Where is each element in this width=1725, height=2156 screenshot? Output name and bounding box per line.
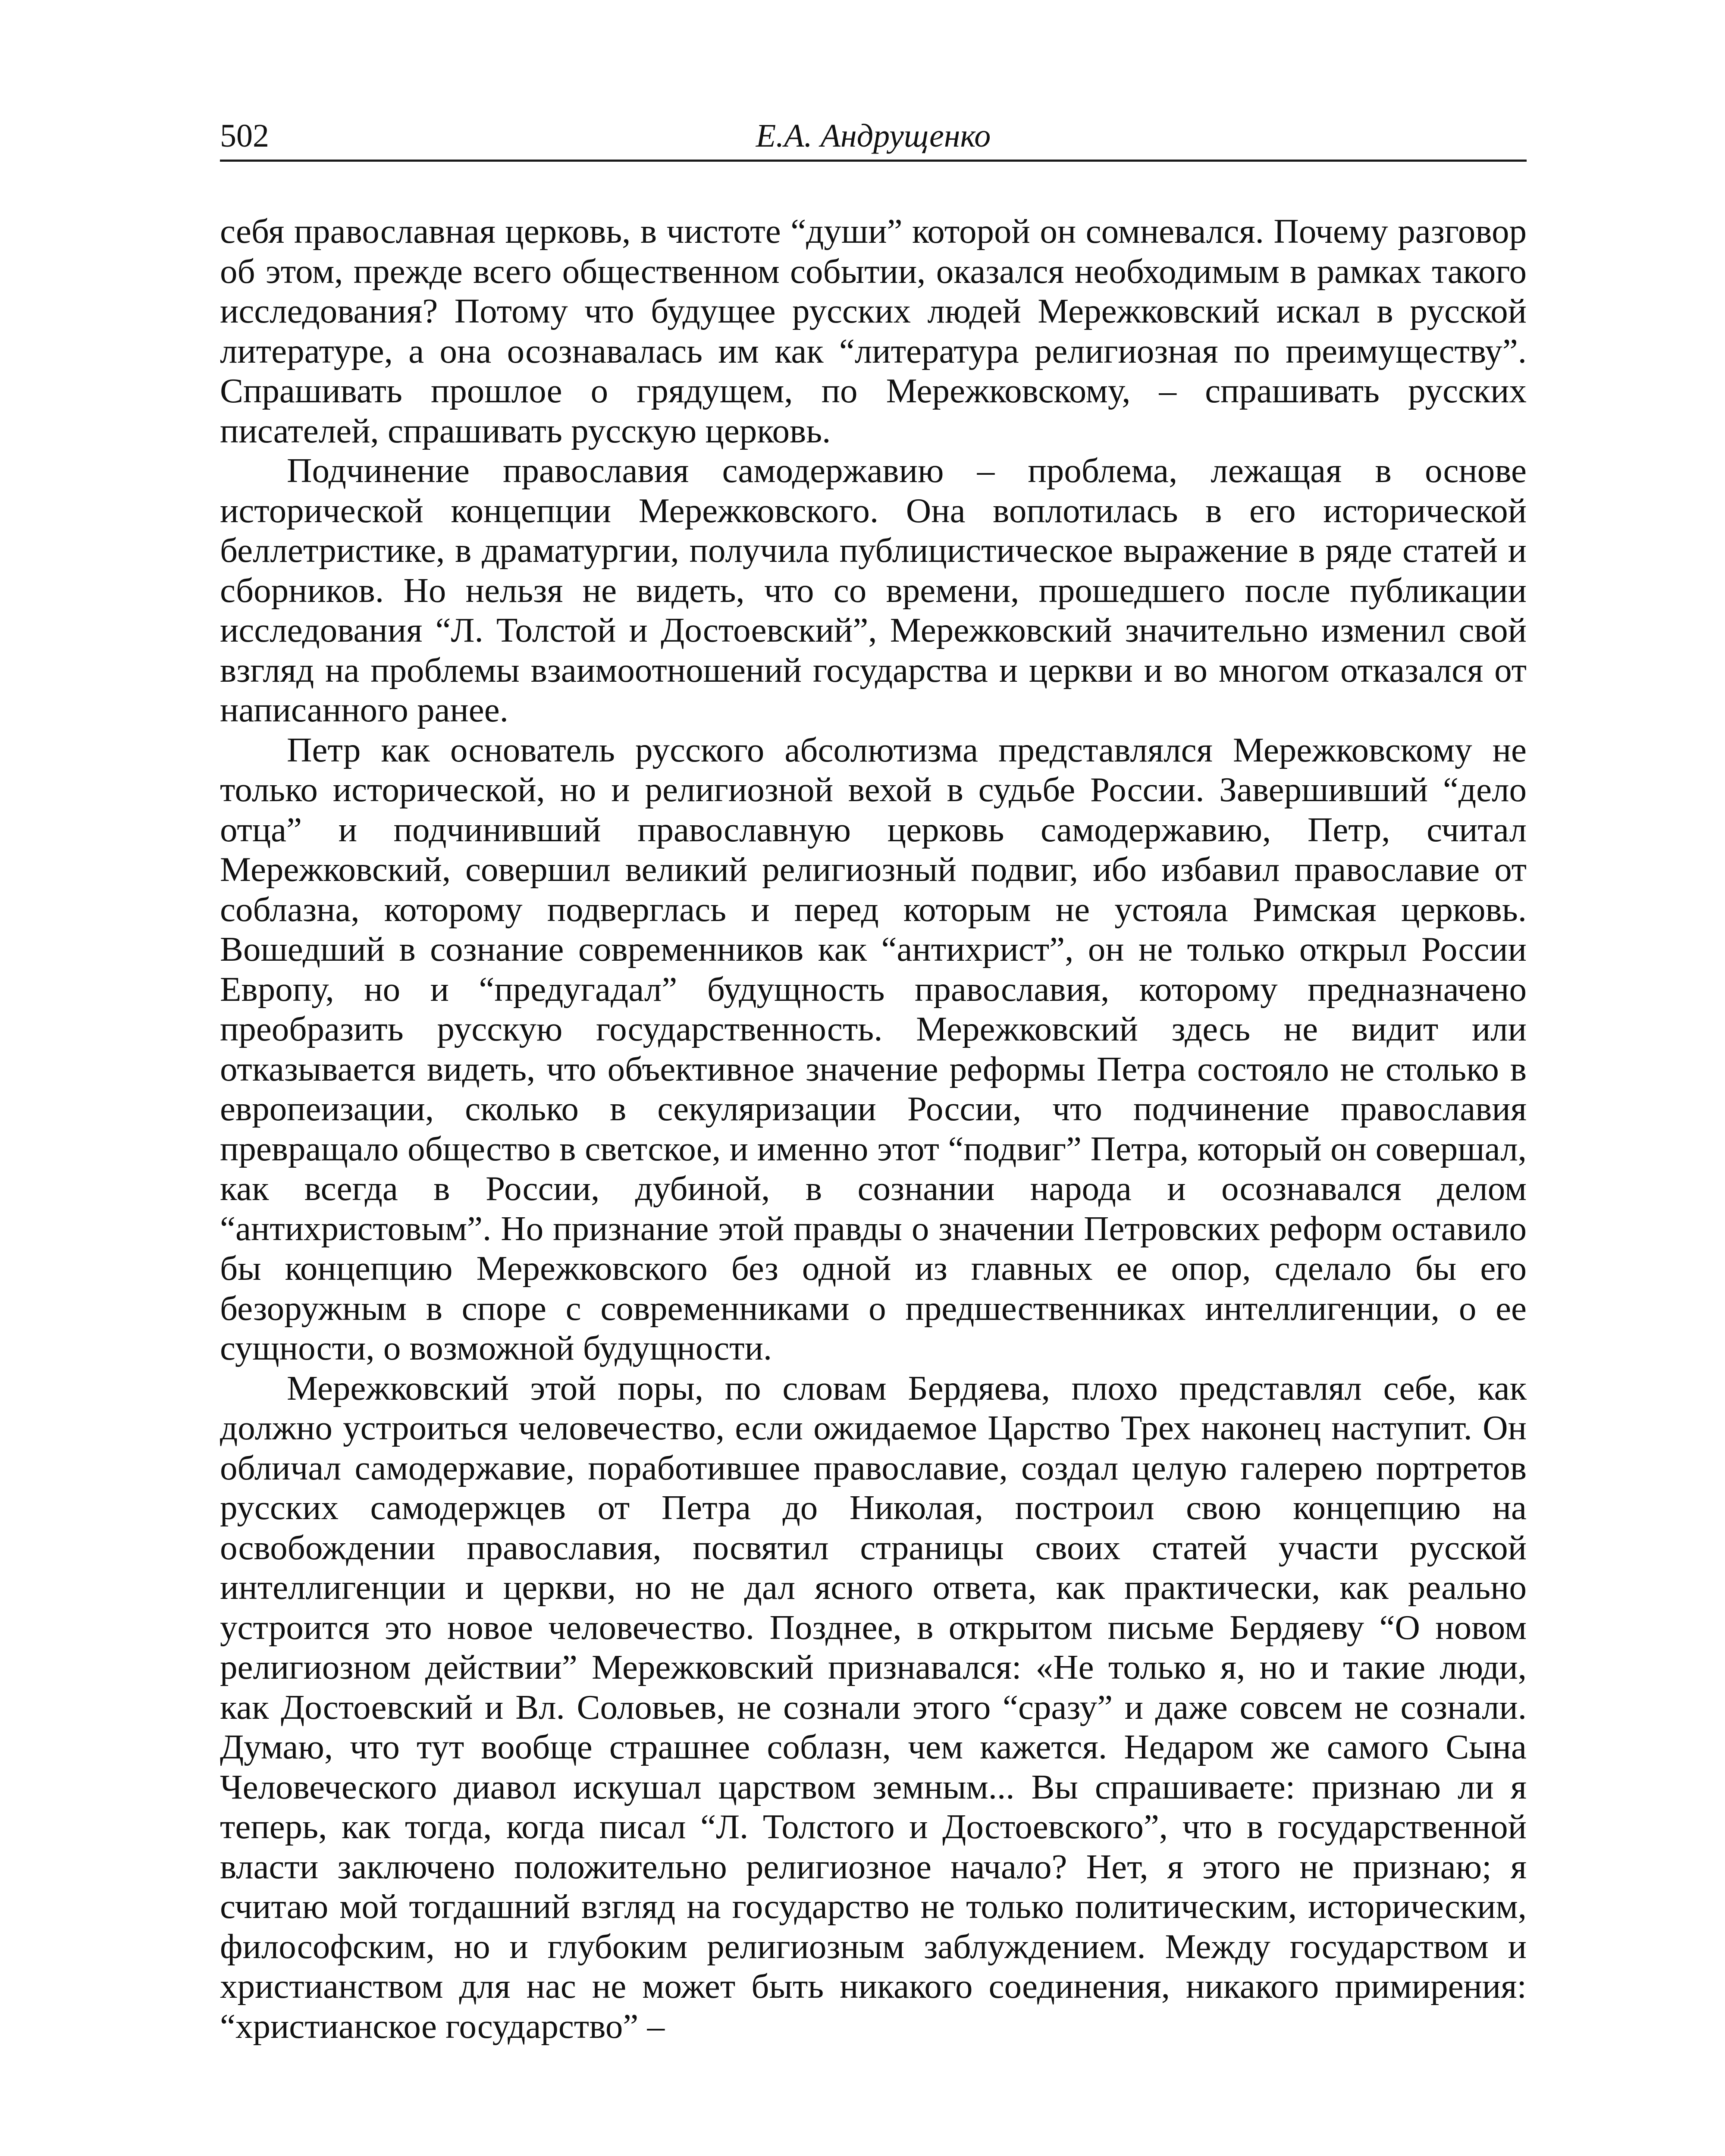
- paragraph-continued: себя православная церковь, в чистоте “души” которой он сомневался. Почему разговор об этом, прежде всего общественном событии, оказался необходимым в рамках такого исследования? Потому что будущее русских людей Мережковский искал в русской литературе, а она осознавалась им как “литература религиозная по преимуществу”. Спрашивать прошлое о грядущем, по Мережковскому, – спрашивать русских писателей, спрашивать русскую церковь.: [220, 212, 1527, 450]
- running-header: [220, 103, 1527, 162]
- page-number: 502: [220, 118, 269, 154]
- paragraph: Петр как основатель русского абсолютизма представлялся Мережковскому не только исторической, но и религиозной вехой в судьбе России. Завершивший “дело отца” и подчинивший православную церковь самодержавию, Петр, считал Мережковский, совершил великий религиозный подвиг, ибо избавил православие от соблазна, которому подверглась и перед которым не устояла Римская церковь. Вошедший в сознание современников как “антихрист”, он не только открыл России Европу, но и “предугадал” будущность православия, которому предназначено преобразить русскую государственность. Мережковский здесь не видит или отказывается видеть, что объективное значение реформы Петра состояло не столько в европеизации, сколько в секуляризации России, что подчинение православия превращало общество в светское, и именно этот “подвиг” Петра, который он совершал, как всегда в России, дубиной, в сознании народа и осознавался делом “антихристовым”. Но признание этой правды о значении Петровских реформ оставило бы концепцию Мережковского без одной из главных ее опор, сделало бы его безоружным в споре с современниками о предшественниках интеллигенции, о ее сущности, о возможной будущности.: [220, 730, 1527, 1367]
- paragraph: Подчинение православия самодержавию – проблема, лежащая в основе исторической концепции Мережковского. Она воплотилась в его исторической беллетристике, в драматургии, получила публицистическое выражение в ряде статей и сборников. Но нельзя не видеть, что со времени, прошедшего после публикации исследования “Л. Толстой и Достоевский”, Мережковский значительно изменил свой взгляд на проблемы взаимоотношений государства и церкви и во многом отказался от написанного ранее.: [220, 451, 1527, 729]
- body-text: [220, 211, 1527, 2046]
- paragraph: Мережковский этой поры, по словам Бердяева, плохо представлял себе, как должно устроиться человечество, если ожидаемое Царство Трех наконец наступит. Он обличал самодержавие, поработившее православие, создал целую галерею портретов русских самодержцев от Петра до Николая, построил свою концепцию на освобождении православия, посвятил страницы своих статей участи русской интеллигенции и церкви, но не дал ясного ответа, как практически, как реально устроится это новое человечество. Позднее, в открытом письме Бердяеву “О новом религиозном действии” Мережковский признавался: «Не только я, но и такие люди, как Достоевский и Вл. Соловьев, не сознали этого “сразу” и даже совсем не сознали. Думаю, что тут вообще страшнее соблазн, чем кажется. Недаром же самого Сына Человеческого диавол искушал царством земным... Вы спрашиваете: признаю ли я теперь, как тогда, когда писал “Л. Толстого и Достоевского”, что в государственной власти заключено положительно религиозное начало? Нет, я этого не признаю; я считаю мой тогдашний взгляд на государство не только политическим, историческим, философским, но и глубоким религиозным заблуждением. Между государством и христианством для нас не может быть никакого соединения, никакого примирения: “христианское государство” –: [220, 1368, 1527, 2046]
- running-title: Е.А. Андрущенко: [756, 118, 991, 154]
